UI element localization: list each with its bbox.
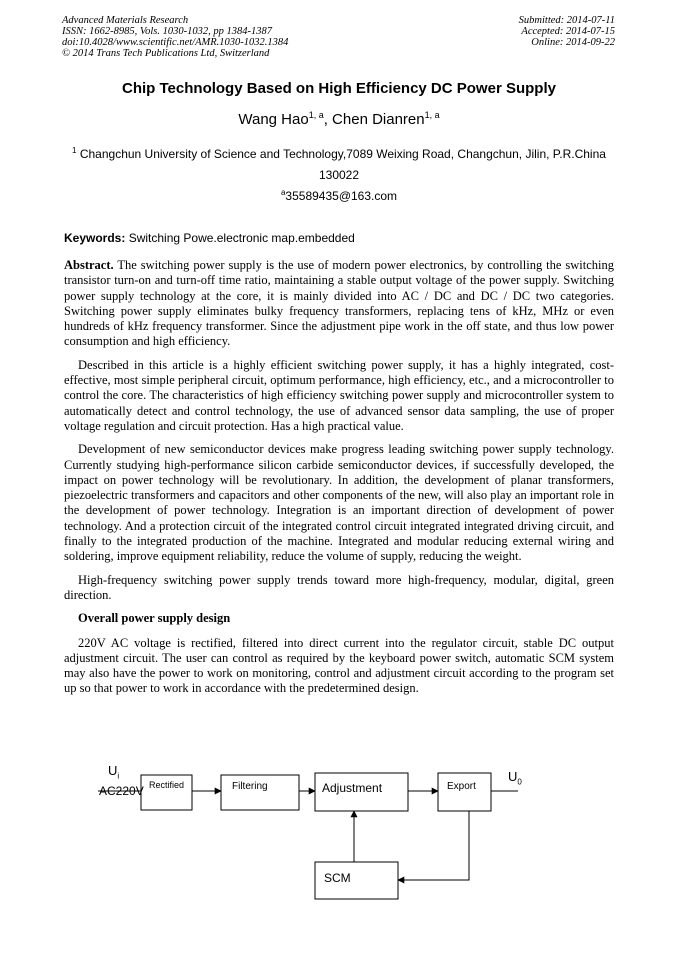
author-1: Wang Hao — [238, 111, 309, 128]
email-sup: a — [280, 188, 286, 197]
body-paragraph: Described in this article is a highly efficient switching power supply, it has a highly integrated, cost-effective, most simple peripheral circuit, optimum performance, high efficiency, etc., and a microcontroller to control the core. The characteristics of high efficiency switching power supply and microcontroller system to automatically detect and control technology, the use of advanced sensor data sampling, the use of proper voltage regulation and circuit protection. Has a high practical value. — [64, 357, 614, 433]
author-email — [0, 188, 678, 203]
filtering-label: Filtering — [232, 781, 268, 792]
section-heading: Overall power supply design — [78, 611, 231, 626]
body-paragraph: High-frequency switching power supply trends toward more high-frequency, modular, digital, green direction. — [64, 572, 614, 602]
accepted-date: Accepted: 2014-07-15 — [521, 26, 615, 37]
input-voltage-label: AC220V — [99, 784, 144, 798]
doi-line: doi:10.4028/www.scientific.net/AMR.1030-1032.1384 — [62, 37, 289, 48]
email-text: 35589435@163.com — [285, 189, 398, 203]
paper-body — [64, 258, 614, 705]
export-box — [438, 773, 491, 811]
author-separator: , — [323, 111, 333, 128]
journal-name: Advanced Materials Research — [62, 15, 189, 26]
author-line — [0, 110, 678, 128]
scm-label: SCM — [324, 871, 351, 885]
submitted-date: Submitted: 2014-07-11 — [518, 15, 615, 26]
output-subscript: 0 — [517, 777, 522, 787]
keywords-label: Keywords: — [64, 231, 126, 245]
abstract-text: The switching power supply is the use of modern power electronics, by controlling the switching transistor turn-on and turn-off time ratio, maintaining a stable output voltage of the power supply. Switching power supply technology at the core, it is mainly divided into AC / DC and DC / DC two categories. Switching power supply eliminates bulky frequency transformers, replacing tens of kHz, MHz or even hundreds of kHz frequency transformer. Since the adjustment pipe work in the off state, and thus low power consumption and high efficiency. — [64, 258, 614, 349]
author-1-sup: 1, a — [308, 110, 324, 120]
keywords — [64, 231, 355, 245]
affiliation-sup: 1 — [72, 146, 77, 155]
arrow-export-scm — [398, 811, 469, 880]
block-diagram — [90, 760, 530, 910]
input-subscript: i — [117, 771, 120, 781]
rectified-label: Rectified — [149, 780, 185, 790]
abstract — [64, 258, 614, 350]
issn-line: ISSN: 1662-8985, Vols. 1030-1032, pp 1384-1387 — [62, 26, 272, 37]
section-paragraph: 220V AC voltage is rectified, filtered into direct current into the regulator circuit, stable DC output adjustment circuit. The user can control as required by the keyboard power switch, automatic SCM system may also have the power to work on monitoring, control and adjustment circuit according to the program set up so that power to work in accordance with the predetermined design. — [64, 635, 614, 696]
affiliation-text: Changchun University of Science and Technology,7089 Weixing Road, Changchun, Jilin, P.R.China 130022 — [76, 147, 606, 182]
journal-header-left — [62, 15, 288, 59]
abstract-label: Abstract. — [64, 258, 114, 272]
export-label: Export — [447, 781, 476, 792]
output-symbol-label — [508, 769, 522, 787]
affiliation — [70, 140, 608, 186]
online-date: Online: 2014-09-22 — [531, 37, 615, 48]
input-symbol: U — [108, 763, 118, 778]
keywords-text: Switching Powe.electronic map.embedded — [125, 231, 355, 245]
author-2-sup: 1, a — [424, 110, 440, 120]
paper-title: Chip Technology Based on High Efficiency DC Power Supply — [122, 80, 556, 97]
input-symbol-label — [108, 763, 119, 781]
copyright-line: © 2014 Trans Tech Publications Ltd, Switzerland — [62, 48, 270, 59]
author-2: Chen Dianren — [332, 111, 425, 128]
body-paragraph: Development of new semiconductor devices make progress leading switching power supply technology. Currently studying high-performance silicon carbide semiconductor devices, if successfully developed, the impact on power technology will be revolutionary. In addition, the development of planar transformers, piezoelectric transformers and capacitors and other components of the new, will also play an important role in the development of power technology. Integration is an important direction of development of power technology. And a protection circuit of the integrated control circuit integrated integrated driving circuit, and finally to the integrated production of the machine. Integrated and modular reducing external wiring and soldering, improve equipment reliability, reduce the volume of supply, reducing the weight. — [64, 442, 614, 564]
journal-header-right — [519, 15, 615, 48]
adjustment-label: Adjustment — [322, 781, 383, 795]
output-symbol: U — [508, 769, 518, 784]
